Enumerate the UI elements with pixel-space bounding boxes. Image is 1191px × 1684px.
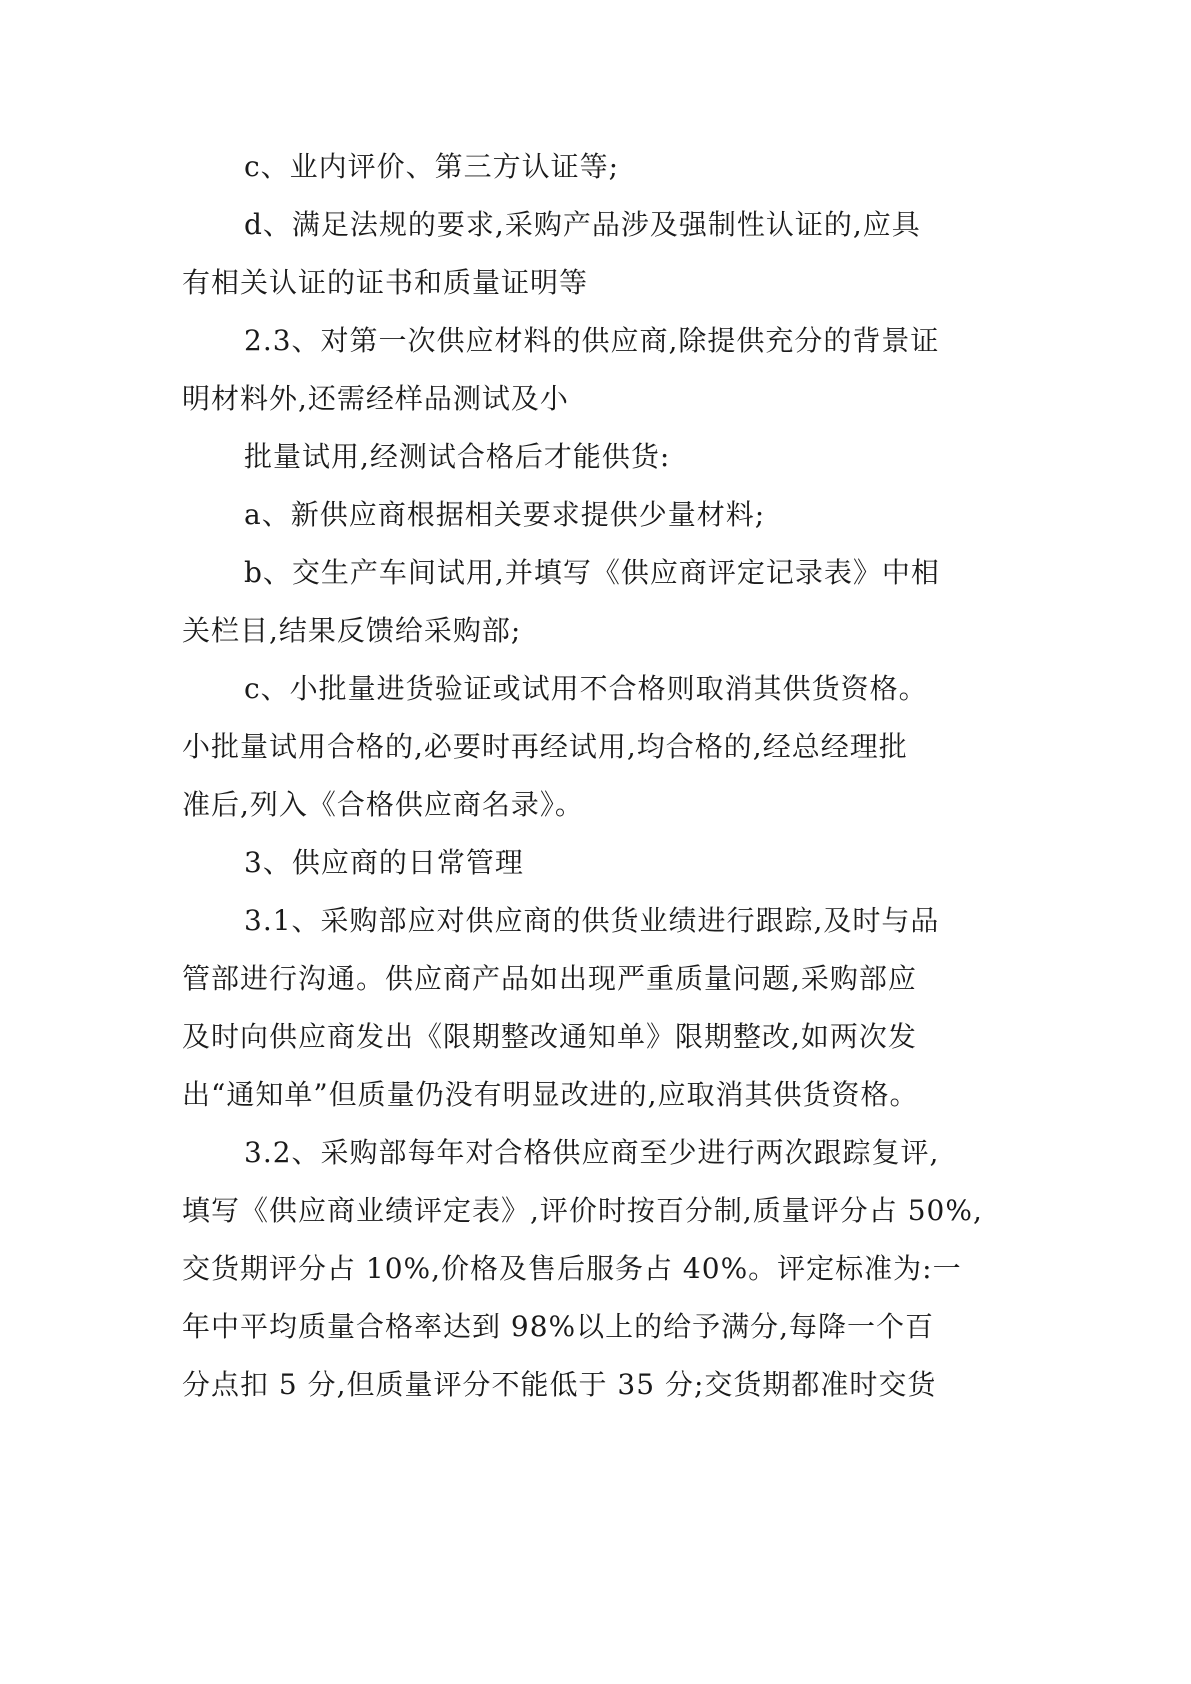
paragraph-line: 明材料外,还需经样品测试及小 <box>182 382 569 415</box>
paragraph-line: 出“通知单”但质量仍没有明显改进的,应取消其供货资格。 <box>182 1078 919 1111</box>
paragraph-line: c、业内评价、第三方认证等; <box>244 150 620 183</box>
section-heading: 3、供应商的日常管理 <box>244 846 524 879</box>
paragraph-line: 填写《供应商业绩评定表》,评价时按百分制,质量评分占 50%, <box>182 1194 983 1227</box>
paragraph-line: c、小批量进货验证或试用不合格则取消其供货资格。 <box>244 672 928 705</box>
paragraph-line: 小批量试用合格的,必要时再经试用,均合格的,经总经理批 <box>182 730 908 763</box>
paragraph-line: 关栏目,结果反馈给采购部; <box>182 614 522 647</box>
paragraph-line: 3.2、采购部每年对合格供应商至少进行两次跟踪复评, <box>244 1136 940 1169</box>
paragraph-line: b、交生产车间试用,并填写《供应商评定记录表》中相 <box>244 556 940 589</box>
paragraph-line: a、新供应商根据相关要求提供少量材料; <box>244 498 766 531</box>
paragraph-line: 2.3、对第一次供应材料的供应商,除提供充分的背景证 <box>244 324 940 357</box>
paragraph-line: 批量试用,经测试合格后才能供货: <box>244 440 671 473</box>
paragraph-line: d、满足法规的要求,采购产品涉及强制性认证的,应具 <box>244 208 921 241</box>
document-body <box>182 138 1012 1414</box>
paragraph-line: 准后,列入《合格供应商名录》。 <box>182 788 584 821</box>
paragraph-line: 3.1、采购部应对供应商的供货业绩进行跟踪,及时与品 <box>244 904 940 937</box>
paragraph-line: 分点扣 5 分,但质量评分不能低于 35 分;交货期都准时交货 <box>182 1368 937 1401</box>
paragraph-line: 交货期评分占 10%,价格及售后服务占 40%。评定标准为:一 <box>182 1252 962 1285</box>
paragraph-line: 及时向供应商发出《限期整改通知单》限期整改,如两次发 <box>182 1020 917 1053</box>
paragraph-line: 有相关认证的证书和质量证明等 <box>182 266 589 299</box>
paragraph-line: 管部进行沟通。供应商产品如出现严重质量问题,采购部应 <box>182 962 917 995</box>
paragraph-line: 年中平均质量合格率达到 98%以上的给予满分,每降一个百 <box>182 1310 935 1343</box>
